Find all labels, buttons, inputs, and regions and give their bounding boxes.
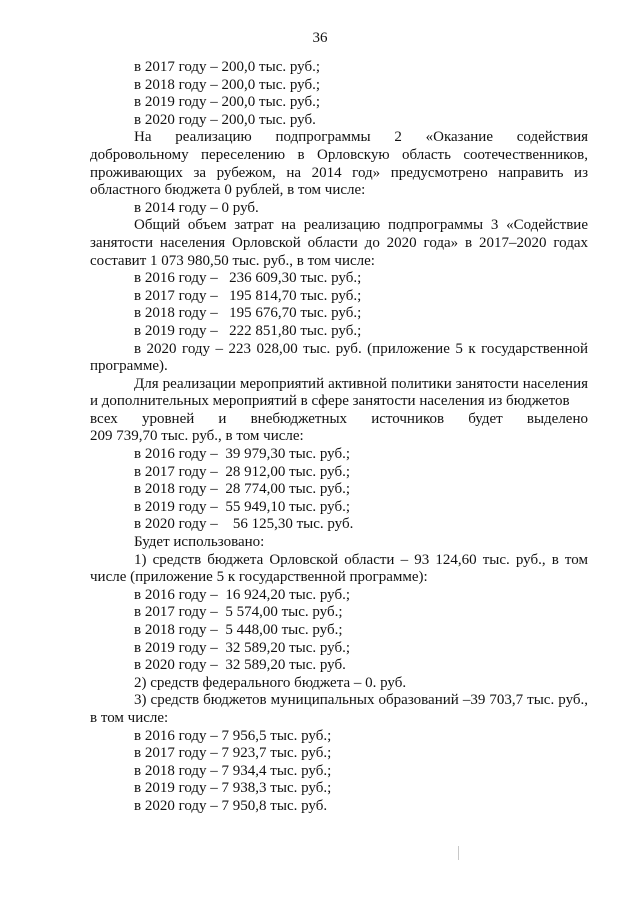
- amount-value: 236 609,30 тыс. руб.;: [229, 270, 362, 287]
- text-line: в 2020 году – 200,0 тыс. руб.: [134, 111, 316, 128]
- page-number: 36: [312, 30, 328, 46]
- text-line: [90, 446, 588, 464]
- text-line: Будет использовано:: [134, 534, 265, 551]
- text-line: в 2014 году – 0 руб.: [134, 199, 259, 216]
- text-line: [90, 516, 588, 534]
- text-line: [90, 464, 588, 482]
- document-body: [90, 59, 588, 816]
- year-label: в 2018 году –: [134, 481, 218, 498]
- paragraph: 1) средств бюджета Орловской области – 93 124,60 тыс. руб., в том числе (приложение 5 к государственной программе):: [90, 551, 588, 586]
- text-line: в 2020 году – 7 950,8 тыс. руб.: [134, 797, 328, 814]
- year-label: в 2020 году –: [134, 657, 218, 674]
- amount-value: 32 589,20 тыс. руб.: [225, 657, 346, 674]
- scan-artifact: [458, 846, 459, 860]
- text-line: [90, 657, 588, 675]
- paragraph: 3) средств бюджетов муниципальных образований –39 703,7 тыс. руб., в том числе:: [90, 692, 588, 726]
- paragraph-line: На реализацию подпрограммы 2 «Оказание содействия: [134, 129, 588, 146]
- amount-value: 39 979,30 тыс. руб.;: [225, 446, 351, 463]
- text-line: в 2019 году – 7 938,3 тыс. руб.;: [134, 780, 332, 797]
- paragraph: Общий объем затрат на реализацию подпрограммы 3 «Содействие занятости населения Орловской области до 2020 года» в 2017–2020 годах составит 1 073 980,50 тыс. руб., в том числе:: [90, 217, 588, 269]
- amount-value: 28 912,00 тыс. руб.;: [225, 463, 351, 480]
- amount-value: 195 814,70 тыс. руб.;: [229, 287, 362, 304]
- year-label: в 2016 году –: [134, 586, 218, 603]
- year-label: в 2018 году –: [134, 622, 218, 638]
- amount-value: 5 574,00 тыс. руб.;: [225, 604, 343, 621]
- amount-value: 5 448,00 тыс. руб.;: [225, 622, 343, 638]
- year-label: в 2017 году –: [134, 463, 218, 480]
- text-line: в 2017 году – 200,0 тыс. руб.;: [134, 59, 321, 75]
- amount-value: 28 774,00 тыс. руб.;: [225, 481, 351, 498]
- text-line: в 2017 году – 7 923,7 тыс. руб.;: [134, 745, 332, 762]
- text-line: [90, 640, 588, 658]
- year-label: в 2016 году –: [134, 270, 218, 287]
- year-label: в 2018 году –: [134, 305, 218, 322]
- text-line: [90, 288, 588, 306]
- text-line: в 2018 году – 7 934,4 тыс. руб.;: [134, 762, 332, 779]
- text-line: [90, 270, 588, 288]
- paragraph: Для реализации мероприятий активной политики занятости населения и дополнительных мероприятий в сфере занятости населения из бюджетов: [90, 375, 588, 410]
- paragraph-line: 209 739,70 тыс. руб., в том числе:: [90, 428, 304, 445]
- amount-value: 195 676,70 тыс. руб.;: [229, 305, 362, 322]
- text-line: [90, 604, 588, 622]
- text-line: [90, 481, 588, 499]
- year-label: в 2017 году –: [134, 604, 218, 621]
- amount-value: 55 949,10 тыс. руб.;: [225, 498, 351, 515]
- text-line: [90, 323, 588, 341]
- text-line: [90, 587, 588, 605]
- year-label: в 2019 году –: [134, 322, 218, 339]
- year-label: в 2017 году –: [134, 287, 218, 304]
- paragraph: добровольному переселению в Орловскую область соотечественников, проживающих за рубежом, на 2014 год» предусмотрено направить из областного бюджета 0 рублей, в том числе:: [90, 146, 588, 199]
- amount-value: 16 924,20 тыс. руб.;: [225, 586, 351, 603]
- year-label: в 2019 году –: [134, 498, 218, 515]
- text-line: в 2019 году – 200,0 тыс. руб.;: [134, 94, 321, 111]
- text-line: 2) средств федерального бюджета – 0. руб.: [134, 674, 407, 691]
- amount-value: 222 851,80 тыс. руб.;: [229, 322, 362, 339]
- text-line: [90, 499, 588, 517]
- amount-value: 32 589,20 тыс. руб.;: [225, 639, 351, 656]
- year-label: в 2016 году –: [134, 446, 218, 463]
- text-line: в 2016 году – 7 956,5 тыс. руб.;: [134, 727, 332, 744]
- paragraph-line: всех уровней и внебюджетных источников будет выделено: [90, 410, 588, 427]
- text-line: [90, 622, 588, 640]
- amount-value: 56 125,30 тыс. руб.: [232, 516, 354, 533]
- year-label: в 2020 году –: [134, 516, 218, 533]
- text-line: [90, 305, 588, 323]
- text-line: в 2018 году – 200,0 тыс. руб.;: [134, 76, 321, 93]
- paragraph: в 2020 году – 223 028,00 тыс. руб. (приложение 5 к государственной программе).: [90, 340, 588, 375]
- year-label: в 2019 году –: [134, 639, 218, 656]
